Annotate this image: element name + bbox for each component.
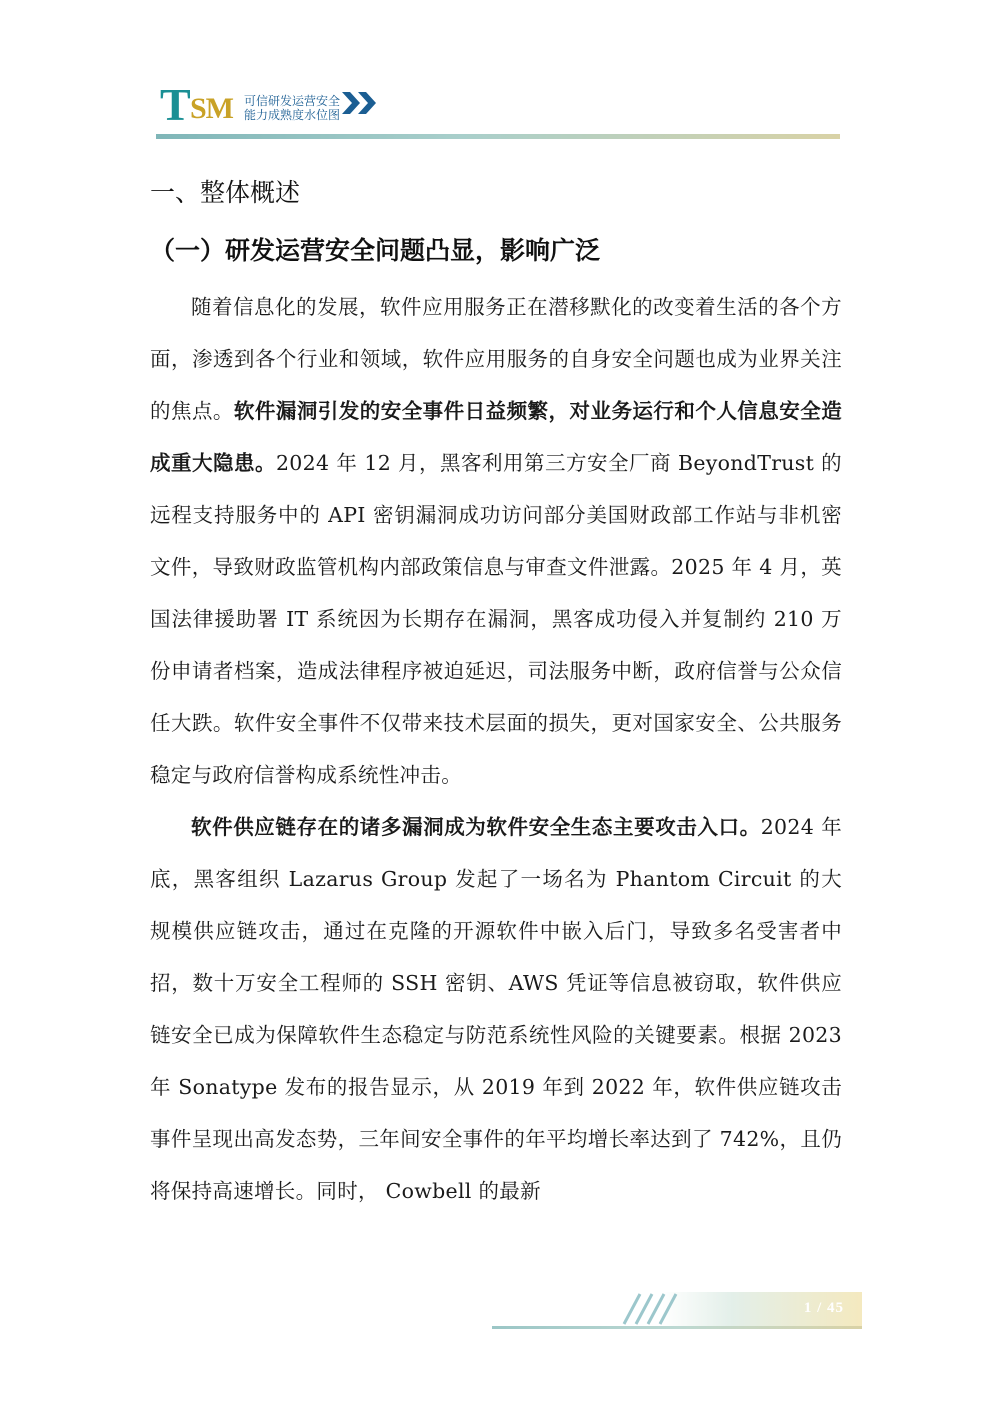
subsection-title: （一）研发运营安全问题凸显，影响广泛 bbox=[150, 236, 601, 265]
page-header bbox=[156, 80, 846, 140]
logo-letter-t: T bbox=[160, 79, 191, 130]
paragraph-2 bbox=[150, 801, 842, 1217]
tsm-logo bbox=[160, 79, 250, 130]
header-tagline bbox=[244, 94, 340, 122]
document-body bbox=[150, 165, 842, 1217]
paragraph-2-body: 2024 年底，黑客组织 Lazarus Group 发起了一场名为 Phantom Circuit 的大规模供应链攻击，通过在克隆的开源软件中嵌入后门，导致多名受害者中招，数十万安全工程师的 SSH 密钥、AWS 凭证等信息被窃取，软件供应链安全已成为保障软件生态稳定与防范系统性风险的关键要素。根据 2023 年 Sonatype 发布的报告显示，从 2019 年到 2022 年，软件供应链攻击事件呈现出高发态势，三年间安全事件的年平均增长率达到了 742%，且仍将保持高速增长。同时， Cowbell 的最新 bbox=[150, 815, 842, 1203]
double-chevron-right-icon bbox=[340, 88, 380, 118]
slash-decoration-icon bbox=[610, 1292, 690, 1326]
tagline-line-1: 可信研发运营安全 bbox=[244, 94, 341, 108]
footer-divider bbox=[492, 1326, 862, 1329]
page-number: 1 / 45 bbox=[803, 1300, 844, 1316]
paragraph-1 bbox=[150, 281, 842, 801]
header-divider bbox=[156, 134, 840, 139]
paragraph-1-emphasis: 软件漏洞引发的安全事件日益频繁，对业务运行和个人信息安全造成重大隐患。 bbox=[150, 399, 842, 475]
paragraph-1-lead: 随着信息化的发展，软件应用服务正在潜移默化的改变着生活的各个方面，渗透到各个行业和领域，软件应用服务的自身安全问题也成为业界关注的焦点。 bbox=[150, 295, 842, 423]
paragraph-2-emphasis: 软件供应链存在的诸多漏洞成为软件安全生态主要攻击入口。 bbox=[191, 815, 761, 839]
page-footer bbox=[492, 1288, 862, 1332]
section-title: 一、整体概述 bbox=[150, 178, 301, 207]
tagline-line-2: 能力成熟度水位图 bbox=[244, 108, 341, 122]
paragraph-1-body: 2024 年 12 月，黑客利用第三方安全厂商 BeyondTrust 的远程支持服务中的 API 密钥漏洞成功访问部分美国财政部工作站与非机密文件，导致财政监管机构内部政策信息与审查文件泄露。2025 年 4 月，英国法律援助署 IT 系统因为长期存在漏洞，黑客成功侵入并复制约 210 万份申请者档案，造成法律程序被迫延迟，司法服务中断，政府信誉与公众信任大跌。软件安全事件不仅带来技术层面的损失，更对国家安全、公共服务稳定与政府信誉构成系统性冲击。 bbox=[150, 451, 842, 787]
logo-letters-sm: SM bbox=[190, 92, 233, 125]
